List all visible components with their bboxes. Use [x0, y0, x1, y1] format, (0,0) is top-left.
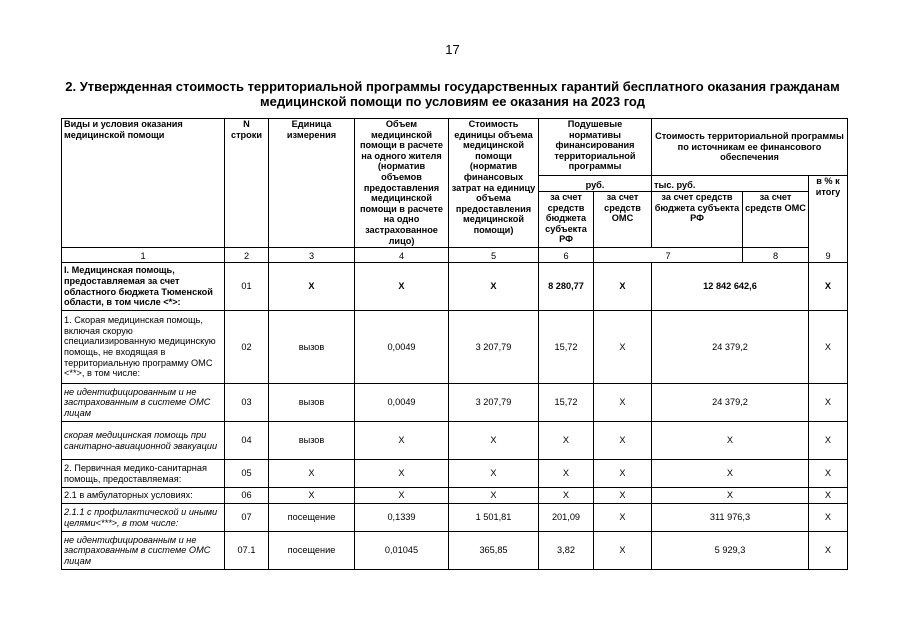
- table-row: [62, 488, 848, 504]
- row-name: 2.1.1 с профилактической и иными целями<***>, в том числе:: [62, 504, 225, 532]
- row-oms-total: X: [809, 311, 848, 384]
- row-budget-total: X: [652, 460, 809, 488]
- row-line: 01: [225, 263, 269, 311]
- table-row: [62, 422, 848, 460]
- row-cost: 365,85: [449, 532, 539, 570]
- row-cost: X: [449, 488, 539, 504]
- header-percent: в % к итогу: [809, 176, 848, 248]
- header-per-capita: Подушевые нормативы финансирования территориальной программы: [539, 119, 652, 176]
- table-row: [62, 263, 848, 311]
- row-oms-total: X: [809, 263, 848, 311]
- row-line: 07: [225, 504, 269, 532]
- row-budget: 8 280,77: [539, 263, 594, 311]
- col-number: 8: [743, 248, 809, 263]
- row-volume: 0,01045: [355, 532, 449, 570]
- row-line: 07.1: [225, 532, 269, 570]
- row-budget: 201,09: [539, 504, 594, 532]
- col-number: 7: [594, 248, 743, 263]
- title-line-1: 2. Утвержденная стоимость территориальной программы государственных гарантий бесплатного оказания гражданам: [65, 79, 840, 94]
- row-cost: 3 207,79: [449, 384, 539, 422]
- page-number: 17: [445, 42, 460, 57]
- header-sub-oms-total: за счет средств ОМС: [743, 192, 809, 248]
- row-oms: X: [594, 384, 652, 422]
- table-row: [62, 460, 848, 488]
- row-oms-total: X: [809, 488, 848, 504]
- row-name: 2.1 в амбулаторных условиях:: [62, 488, 225, 504]
- header-unit: Единица измерения: [269, 119, 355, 248]
- row-cost: 1 501,81: [449, 504, 539, 532]
- row-unit: вызов: [269, 422, 355, 460]
- header-rub: руб.: [539, 176, 652, 192]
- row-cost: X: [449, 422, 539, 460]
- row-unit: вызов: [269, 384, 355, 422]
- row-unit: посещение: [269, 532, 355, 570]
- row-budget-total: 311 976,3: [652, 504, 809, 532]
- row-cost: X: [449, 263, 539, 311]
- row-unit: посещение: [269, 504, 355, 532]
- row-budget-total: X: [652, 422, 809, 460]
- header-sub-budget: за счет средств бюджета субъекта РФ: [539, 192, 594, 248]
- row-volume: 0,1339: [355, 504, 449, 532]
- row-cost: X: [449, 460, 539, 488]
- row-volume: X: [355, 488, 449, 504]
- row-volume: 0,0049: [355, 384, 449, 422]
- row-name: скорая медицинская помощь при санитарно-авиационной эвакуации: [62, 422, 225, 460]
- row-unit: X: [269, 488, 355, 504]
- col-number: 3: [269, 248, 355, 263]
- header-sub-oms: за счет средств ОМС: [594, 192, 652, 248]
- header-sub-budget-total: за счет средств бюджета субъекта РФ: [652, 192, 743, 248]
- row-line: 04: [225, 422, 269, 460]
- header-unit-cost: Стоимость единицы объема медицинской помощи (норматив финансовых затрат на единицу объема предоставления медицинской помощи): [449, 119, 539, 248]
- title-line-2: медицинской помощи по условиям ее оказания на 2023 год: [260, 94, 645, 109]
- row-volume: X: [355, 422, 449, 460]
- col-number: 4: [355, 248, 449, 263]
- table-title: [40, 79, 865, 109]
- row-budget: 15,72: [539, 384, 594, 422]
- row-budget: 15,72: [539, 311, 594, 384]
- row-volume: X: [355, 263, 449, 311]
- row-oms: X: [594, 263, 652, 311]
- row-line: 02: [225, 311, 269, 384]
- row-budget: X: [539, 422, 594, 460]
- row-line: 03: [225, 384, 269, 422]
- row-oms-total: X: [809, 422, 848, 460]
- row-name: 2. Первичная медико-санитарная помощь, предоставляемая:: [62, 460, 225, 488]
- table-row: [62, 504, 848, 532]
- col-number: 2: [225, 248, 269, 263]
- header-line-no: N строки: [225, 119, 269, 248]
- row-unit: X: [269, 460, 355, 488]
- row-line: 06: [225, 488, 269, 504]
- col-number: 9: [809, 248, 848, 263]
- col-number: 6: [539, 248, 594, 263]
- table-row: [62, 532, 848, 570]
- row-budget-total: 24 379,2: [652, 311, 809, 384]
- row-unit: вызов: [269, 311, 355, 384]
- row-oms-total: X: [809, 384, 848, 422]
- header-tys-rub: тыс. руб.: [652, 176, 809, 192]
- header-kinds: Виды и условия оказания медицинской помощи: [62, 119, 225, 248]
- row-name: не идентифицированным и не застрахованным в системе ОМС лицам: [62, 532, 225, 570]
- table-row: [62, 311, 848, 384]
- row-oms-total: X: [809, 460, 848, 488]
- row-volume: X: [355, 460, 449, 488]
- row-oms: X: [594, 504, 652, 532]
- col-number: 1: [62, 248, 225, 263]
- row-budget: X: [539, 488, 594, 504]
- row-line: 05: [225, 460, 269, 488]
- header-volume: Объем медицинской помощи в расчете на одного жителя (норматив объемов предоставления медицинской помощи в расчете на одно застрахованное лицо): [355, 119, 449, 248]
- row-name: 1. Скорая медицинская помощь, включая скорую специализированную медицинскую помощь, не входящая в территориальную программу ОМС <**>, в том числе:: [62, 311, 225, 384]
- row-budget: X: [539, 460, 594, 488]
- col-number: 5: [449, 248, 539, 263]
- row-name: I. Медицинская помощь, предоставляемая за счет областного бюджета Тюменской области, в том числе <*>:: [62, 263, 225, 311]
- row-oms: X: [594, 532, 652, 570]
- row-budget-total: X: [652, 488, 809, 504]
- table-row: [62, 384, 848, 422]
- header-program-cost: Стоимость территориальной программы по источникам ее финансового обеспечения: [652, 119, 848, 176]
- row-budget: 3,82: [539, 532, 594, 570]
- row-budget-total: 5 929,3: [652, 532, 809, 570]
- row-oms-total: X: [809, 504, 848, 532]
- row-unit: X: [269, 263, 355, 311]
- cost-table: [61, 118, 848, 570]
- row-cost: 3 207,79: [449, 311, 539, 384]
- row-volume: 0,0049: [355, 311, 449, 384]
- row-oms-total: X: [809, 532, 848, 570]
- row-oms: X: [594, 311, 652, 384]
- row-budget-total: 12 842 642,6: [652, 263, 809, 311]
- row-name: не идентифицированным и не застрахованным в системе ОМС лицам: [62, 384, 225, 422]
- row-oms: X: [594, 460, 652, 488]
- row-oms: X: [594, 488, 652, 504]
- row-oms: X: [594, 422, 652, 460]
- row-budget-total: 24 379,2: [652, 384, 809, 422]
